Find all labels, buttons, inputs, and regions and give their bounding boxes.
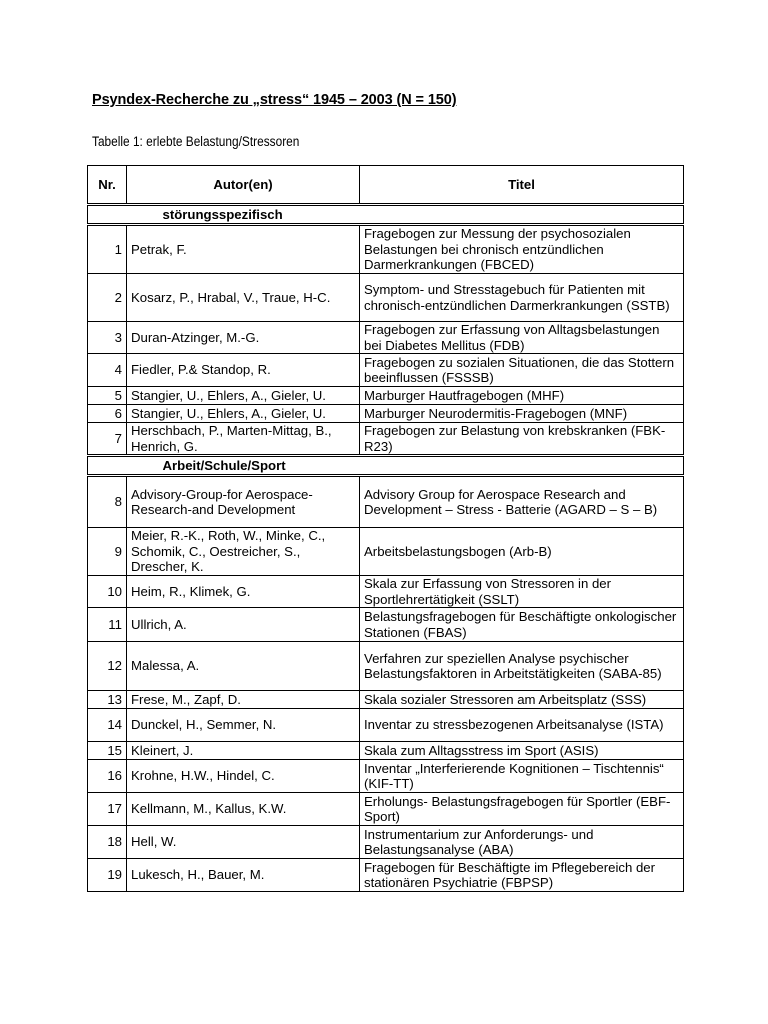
row-author: Advisory-Group-for Aerospace-Research-and Development bbox=[127, 476, 360, 528]
row-author: Petrak, F. bbox=[127, 225, 360, 274]
table-row bbox=[88, 322, 684, 354]
row-author: Malessa, A. bbox=[127, 642, 360, 691]
row-author: Kleinert, J. bbox=[127, 742, 360, 760]
row-number: 1 bbox=[88, 225, 127, 274]
row-title: Fragebogen zur Messung der psychosozialen Belastungen bei chronisch entzündlichen Darmerkrankungen (FBCED) bbox=[360, 225, 684, 274]
row-author: Lukesch, H., Bauer, M. bbox=[127, 859, 360, 892]
table-row bbox=[88, 423, 684, 456]
table-row bbox=[88, 859, 684, 892]
row-author: Herschbach, P., Marten-Mittag, B., Henrich, G. bbox=[127, 423, 360, 456]
row-author: Krohne, H.W., Hindel, C. bbox=[127, 760, 360, 793]
row-title: Inventar zu stressbezogenen Arbeitsanalyse (ISTA) bbox=[360, 709, 684, 742]
row-title: Skala sozialer Stressoren am Arbeitsplatz (SSS) bbox=[360, 691, 684, 709]
table-row bbox=[88, 691, 684, 709]
row-number: 12 bbox=[88, 642, 127, 691]
row-number: 10 bbox=[88, 576, 127, 608]
stressor-table bbox=[87, 165, 684, 892]
row-title: Marburger Hautfragebogen (MHF) bbox=[360, 387, 684, 405]
row-number: 14 bbox=[88, 709, 127, 742]
row-number: 11 bbox=[88, 608, 127, 642]
row-title: Fragebogen zu sozialen Situationen, die das Stottern beeinflussen (FSSSB) bbox=[360, 354, 684, 387]
table-row bbox=[88, 528, 684, 576]
table-row bbox=[88, 709, 684, 742]
row-number: 19 bbox=[88, 859, 127, 892]
table-row bbox=[88, 576, 684, 608]
row-author: Fiedler, P.& Standop, R. bbox=[127, 354, 360, 387]
document-title: Psyndex-Recherche zu „stress“ 1945 – 2003 (N = 150) bbox=[92, 92, 457, 108]
row-author: Meier, R.-K., Roth, W., Minke, C., Schomik, C., Oestreicher, S., Drescher, K. bbox=[127, 528, 360, 576]
section-row bbox=[88, 205, 684, 225]
row-title: Symptom- und Stresstagebuch für Patienten mit chronisch-entzündlichen Darmerkrankungen (SSTB) bbox=[360, 274, 684, 322]
row-title: Instrumentarium zur Anforderungs- und Belastungsanalyse (ABA) bbox=[360, 826, 684, 859]
row-title: Skala zum Alltagsstress im Sport (ASIS) bbox=[360, 742, 684, 760]
row-number: 7 bbox=[88, 423, 127, 456]
table-caption: Tabelle 1: erlebte Belastung/Stressoren bbox=[92, 134, 300, 149]
section-row bbox=[88, 456, 684, 476]
row-number: 5 bbox=[88, 387, 127, 405]
row-author: Stangier, U., Ehlers, A., Gieler, U. bbox=[127, 405, 360, 423]
row-number: 17 bbox=[88, 793, 127, 826]
header-nr: Nr. bbox=[88, 166, 127, 205]
header-title: Titel bbox=[360, 166, 684, 205]
table-row bbox=[88, 608, 684, 642]
row-title: Arbeitsbelastungsbogen (Arb-B) bbox=[360, 528, 684, 576]
row-number: 6 bbox=[88, 405, 127, 423]
row-title: Fragebogen zur Erfassung von Alltagsbelastungen bei Diabetes Mellitus (FDB) bbox=[360, 322, 684, 354]
row-title: Inventar „Interferierende Kognitionen – Tischtennis“ (KIF-TT) bbox=[360, 760, 684, 793]
section-label: störungsspezifisch bbox=[127, 205, 684, 225]
row-number: 4 bbox=[88, 354, 127, 387]
row-number: 18 bbox=[88, 826, 127, 859]
table-header-row bbox=[88, 166, 684, 205]
table-row bbox=[88, 387, 684, 405]
row-number: 16 bbox=[88, 760, 127, 793]
row-author: Kellmann, M., Kallus, K.W. bbox=[127, 793, 360, 826]
table-row bbox=[88, 742, 684, 760]
table-row bbox=[88, 793, 684, 826]
table-row bbox=[88, 354, 684, 387]
table-row bbox=[88, 760, 684, 793]
row-author: Hell, W. bbox=[127, 826, 360, 859]
section-label: Arbeit/Schule/Sport bbox=[127, 456, 684, 476]
row-title: Fragebogen zur Belastung von krebskranken (FBK-R23) bbox=[360, 423, 684, 456]
row-author: Frese, M., Zapf, D. bbox=[127, 691, 360, 709]
table-row bbox=[88, 476, 684, 528]
row-author: Heim, R., Klimek, G. bbox=[127, 576, 360, 608]
row-author: Kosarz, P., Hrabal, V., Traue, H-C. bbox=[127, 274, 360, 322]
table-row bbox=[88, 405, 684, 423]
row-author: Ullrich, A. bbox=[127, 608, 360, 642]
table-row bbox=[88, 225, 684, 274]
row-title: Fragebogen für Beschäftigte im Pflegebereich der stationären Psychiatrie (FBPSP) bbox=[360, 859, 684, 892]
row-number: 2 bbox=[88, 274, 127, 322]
row-title: Belastungsfragebogen für Beschäftigte onkologischer Stationen (FBAS) bbox=[360, 608, 684, 642]
table-row bbox=[88, 826, 684, 859]
row-number: 8 bbox=[88, 476, 127, 528]
row-author: Dunckel, H., Semmer, N. bbox=[127, 709, 360, 742]
table-row bbox=[88, 274, 684, 322]
row-title: Marburger Neurodermitis-Fragebogen (MNF) bbox=[360, 405, 684, 423]
row-author: Stangier, U., Ehlers, A., Gieler, U. bbox=[127, 387, 360, 405]
header-author: Autor(en) bbox=[127, 166, 360, 205]
row-title: Verfahren zur speziellen Analyse psychischer Belastungsfaktoren in Arbeitstätigkeiten (SABA-85) bbox=[360, 642, 684, 691]
row-number: 3 bbox=[88, 322, 127, 354]
row-number: 13 bbox=[88, 691, 127, 709]
row-author: Duran-Atzinger, M.-G. bbox=[127, 322, 360, 354]
row-title: Erholungs- Belastungsfragebogen für Sportler (EBF-Sport) bbox=[360, 793, 684, 826]
row-number: 15 bbox=[88, 742, 127, 760]
row-title: Advisory Group for Aerospace Research and Development – Stress - Batterie (AGARD – S – B) bbox=[360, 476, 684, 528]
row-number: 9 bbox=[88, 528, 127, 576]
table-row bbox=[88, 642, 684, 691]
row-title: Skala zur Erfassung von Stressoren in der Sportlehrertätigkeit (SSLT) bbox=[360, 576, 684, 608]
